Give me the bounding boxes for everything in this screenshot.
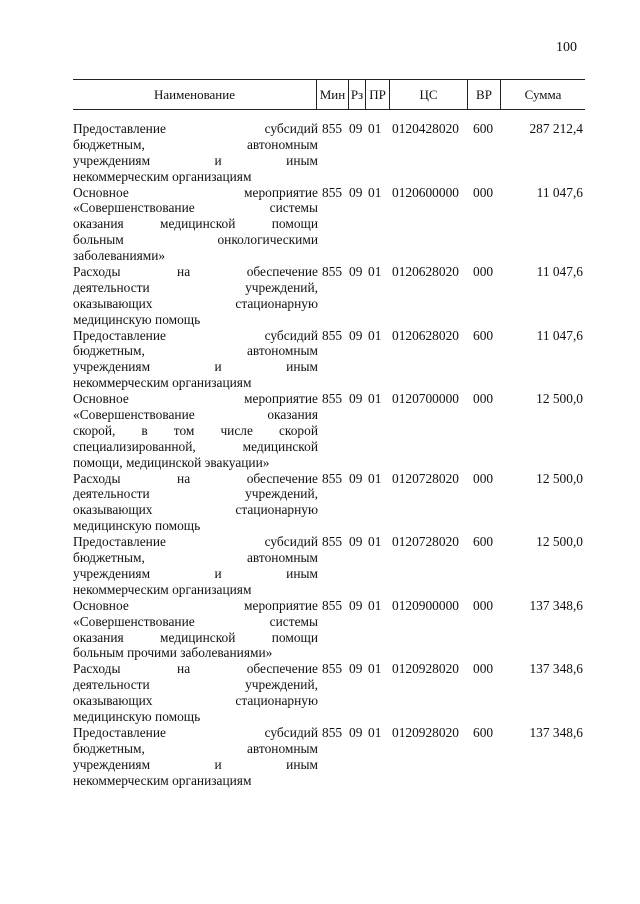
row-name — [73, 328, 318, 392]
row-cs: 0120628020 — [392, 264, 459, 280]
row-cs: 0120700000 — [392, 391, 459, 407]
row-rz: 09 — [349, 597, 363, 613]
row-min: 855 — [322, 597, 343, 613]
table-row — [73, 264, 585, 328]
row-vr: 000 — [473, 184, 494, 200]
row-sum: 137 348,6 — [529, 597, 583, 613]
row-min: 855 — [322, 661, 343, 677]
row-name-line: бюджетным, автономным — [73, 343, 318, 359]
table-row — [73, 121, 585, 185]
row-pr: 01 — [368, 597, 382, 613]
row-cs: 0120900000 — [392, 597, 459, 613]
row-vr: 000 — [473, 264, 494, 280]
row-cs: 0120928020 — [392, 724, 459, 740]
row-sum: 287 212,4 — [529, 121, 583, 136]
row-vr: 600 — [473, 121, 494, 136]
row-name-line: Расходы на обеспечение — [73, 470, 318, 486]
row-name-line: учреждениям и иным — [73, 152, 318, 168]
row-rz: 09 — [349, 327, 363, 343]
table-row — [73, 725, 585, 789]
row-vr: 600 — [473, 724, 494, 740]
header-rz: Рз — [348, 80, 365, 109]
row-name-line: заболеваниями» — [73, 248, 166, 264]
row-name-line: медицинскую помощь — [73, 311, 201, 327]
row-name-line: Основное мероприятие — [73, 184, 318, 200]
row-min: 855 — [322, 470, 343, 486]
header-vr: ВР — [467, 80, 500, 109]
row-name-line: бюджетным, автономным — [73, 550, 318, 566]
row-name-line: Расходы на обеспечение — [73, 264, 318, 280]
row-sum: 137 348,6 — [529, 661, 583, 677]
row-sum: 11 047,6 — [536, 184, 583, 200]
row-rz: 09 — [349, 264, 363, 280]
row-name-line: деятельности учреждений, — [73, 486, 318, 502]
row-sum: 137 348,6 — [529, 724, 583, 740]
row-vr: 600 — [473, 327, 494, 343]
row-name — [73, 471, 318, 535]
row-pr: 01 — [368, 391, 382, 407]
table-row — [73, 598, 585, 662]
row-name-line: Предоставление субсидий — [73, 327, 318, 343]
row-name-line: «Совершенствование системы — [73, 613, 318, 629]
row-pr: 01 — [368, 121, 382, 136]
row-vr: 600 — [473, 534, 494, 550]
header-cs: ЦС — [389, 80, 467, 109]
row-rz: 09 — [349, 184, 363, 200]
row-rz: 09 — [349, 121, 363, 136]
table-row — [73, 471, 585, 535]
table-row — [73, 661, 585, 725]
row-pr: 01 — [368, 327, 382, 343]
row-name-line: оказывающих стационарную — [73, 693, 318, 709]
page-number: 100 — [556, 40, 577, 55]
row-name-line: Предоставление субсидий — [73, 534, 318, 550]
row-name — [73, 598, 318, 662]
row-name-line: Основное мероприятие — [73, 597, 318, 613]
row-name — [73, 264, 318, 328]
header-pr: ПР — [365, 80, 389, 109]
row-name-line: Расходы на обеспечение — [73, 661, 318, 677]
row-pr: 01 — [368, 184, 382, 200]
table-header — [73, 79, 585, 110]
row-min: 855 — [322, 184, 343, 200]
row-name-line: некоммерческим организациям — [73, 581, 252, 597]
row-name-line: помощи, медицинской эвакуации» — [73, 454, 270, 470]
table-body — [73, 121, 585, 788]
row-name-line: медицинскую помощь — [73, 708, 201, 724]
row-name-line: специализированной, медицинской — [73, 438, 318, 454]
row-name-line: «Совершенствование оказания — [73, 407, 318, 423]
row-rz: 09 — [349, 661, 363, 677]
row-vr: 000 — [473, 470, 494, 486]
row-pr: 01 — [368, 534, 382, 550]
row-pr: 01 — [368, 724, 382, 740]
header-min: Мин — [316, 80, 348, 109]
row-name-line: медицинскую помощь — [73, 518, 201, 534]
row-name-line: учреждениям и иным — [73, 359, 318, 375]
row-name-line: бюджетным, автономным — [73, 136, 318, 152]
row-min: 855 — [322, 724, 343, 740]
row-name-line: оказывающих стационарную — [73, 295, 318, 311]
row-vr: 000 — [473, 391, 494, 407]
row-name-line: Предоставление субсидий — [73, 121, 318, 136]
row-name — [73, 534, 318, 598]
table-row — [73, 391, 585, 470]
row-sum: 12 500,0 — [536, 534, 583, 550]
row-name-line: бюджетным, автономным — [73, 740, 318, 756]
row-name-line: скорой, в том числе скорой — [73, 422, 318, 438]
row-name-line: некоммерческим организациям — [73, 375, 252, 391]
row-name-line: Основное мероприятие — [73, 391, 318, 407]
row-name-line: больным прочими заболеваниями» — [73, 645, 273, 661]
row-name — [73, 725, 318, 789]
header-sum: Сумма — [500, 80, 585, 109]
row-vr: 000 — [473, 597, 494, 613]
row-min: 855 — [322, 391, 343, 407]
table-row — [73, 328, 585, 392]
row-pr: 01 — [368, 470, 382, 486]
row-name-line: «Совершенствование системы — [73, 200, 318, 216]
row-cs: 0120628020 — [392, 327, 459, 343]
row-min: 855 — [322, 264, 343, 280]
row-name-line: оказания медицинской помощи — [73, 629, 318, 645]
table-row — [73, 185, 585, 264]
row-rz: 09 — [349, 470, 363, 486]
row-sum: 12 500,0 — [536, 391, 583, 407]
row-sum: 12 500,0 — [536, 470, 583, 486]
row-name — [73, 661, 318, 725]
row-rz: 09 — [349, 534, 363, 550]
row-name-line: деятельности учреждений, — [73, 677, 318, 693]
row-name-line: Предоставление субсидий — [73, 724, 318, 740]
row-name-line: учреждениям и иным — [73, 565, 318, 581]
row-pr: 01 — [368, 661, 382, 677]
row-name-line: некоммерческим организациям — [73, 168, 252, 184]
row-name — [73, 391, 318, 470]
row-rz: 09 — [349, 391, 363, 407]
row-rz: 09 — [349, 724, 363, 740]
row-name-line: больным онкологическими — [73, 232, 318, 248]
row-sum: 11 047,6 — [536, 327, 583, 343]
row-min: 855 — [322, 121, 343, 136]
table-row — [73, 534, 585, 598]
row-name-line: учреждениям и иным — [73, 756, 318, 772]
row-cs: 0120728020 — [392, 470, 459, 486]
row-cs: 0120928020 — [392, 661, 459, 677]
row-name — [73, 185, 318, 264]
row-cs: 0120428020 — [392, 121, 459, 136]
row-name-line: некоммерческим организациям — [73, 772, 252, 788]
row-cs: 0120600000 — [392, 184, 459, 200]
row-name-line: деятельности учреждений, — [73, 279, 318, 295]
row-min: 855 — [322, 534, 343, 550]
row-vr: 000 — [473, 661, 494, 677]
row-name — [73, 121, 318, 185]
row-cs: 0120728020 — [392, 534, 459, 550]
row-name-line: оказывающих стационарную — [73, 502, 318, 518]
row-name-line: оказания медицинской помощи — [73, 216, 318, 232]
row-sum: 11 047,6 — [536, 264, 583, 280]
header-name: Наименование — [154, 87, 235, 102]
row-pr: 01 — [368, 264, 382, 280]
row-min: 855 — [322, 327, 343, 343]
